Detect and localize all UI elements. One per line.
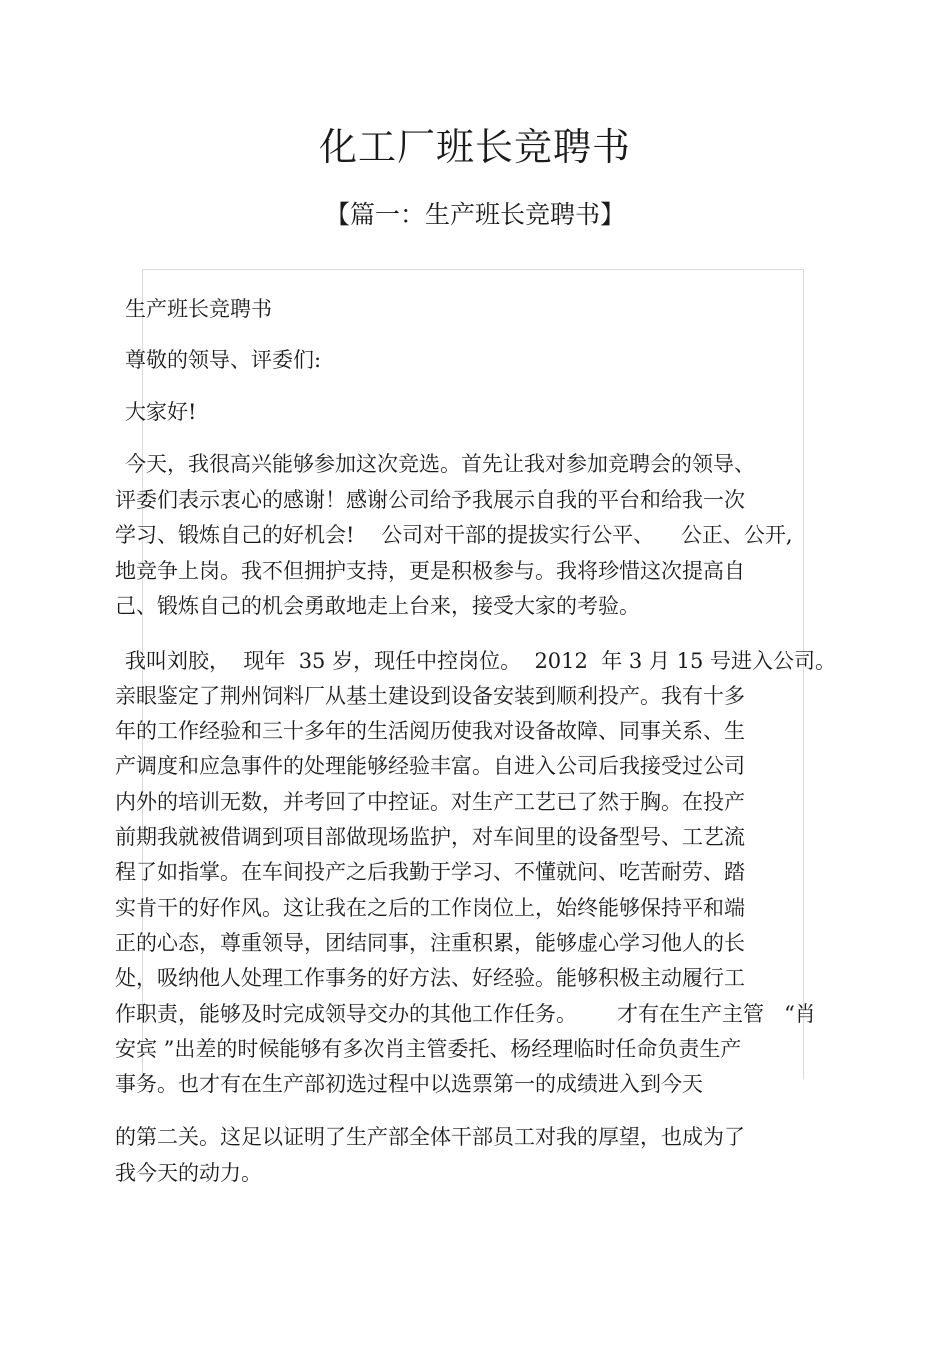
text-line: 程了如指掌。在车间投产之后我勤于学习、不懂就问、吃苦耐劳、踏: [115, 860, 745, 884]
text-line: 年的工作经验和三十多年的生活阅历使我对设备故障、同事关系、生: [115, 719, 745, 743]
text-line: 地竞争上岗。我不但拥护支持，更是积极参与。我将珍惜这次提高自: [115, 559, 745, 583]
text-line: 事务。也才有在生产部初选过程中以选票第一的成绩进入到今天: [115, 1072, 703, 1096]
text-line: 大家好!: [125, 400, 197, 424]
text-line: 己、锻炼自己的机会勇敢地走上台来，接受大家的考验。: [115, 594, 640, 618]
text-line: 亲眼鉴定了荆州饲料厂从基土建设到设备安装到顺利投产。我有十多: [115, 684, 745, 708]
text-line: 我今天的动力。: [115, 1161, 262, 1185]
text-line: 的第二关。这足以证明了生产部全体干部员工对我的厚望，也成为了: [115, 1125, 745, 1149]
text-line: 评委们表示衷心的感谢！感谢公司给予我展示自我的平台和给我一次: [115, 488, 745, 512]
text-line: 内外的培训无数，并考回了中控证。对生产工艺已了然于胸。在投产: [115, 790, 745, 814]
text-line: 安宾 ”出差的时候能够有多次肖主管委托、杨经理临时任命负责生产: [115, 1037, 742, 1061]
document-subtitle: 【篇一：生产班长竞聘书】: [324, 200, 625, 229]
text-line: 前期我就被借调到项目部做现场监护，对车间里的设备型号、工艺流: [115, 825, 745, 849]
text-line: 产调度和应急事件的处理能够经验丰富。自进入公司后我接受过公司: [115, 754, 745, 778]
text-line: 今天，我很高兴能够参加这次竞选。首先让我对参加竞聘会的领导、: [125, 452, 755, 476]
text-line: 学习、锻炼自己的好机会! 公司对干部的提拔实行公平、 公正、公开,: [115, 523, 793, 547]
text-line: 我叫刘胶， 现年 35 岁，现任中控岗位。 2012 年 3 月 15 号进入公司。: [125, 649, 837, 673]
text-line: 实肯干的好作风。这让我在之后的工作岗位上，始终能够保持平和端: [115, 896, 745, 920]
text-line: 生产班长竞聘书: [125, 297, 272, 321]
document-title: 化工厂班长竞聘书: [318, 125, 631, 169]
text-line: 正的心态，尊重领导，团结同事，注重积累，能够虚心学习他人的长: [115, 931, 745, 955]
text-line: 处，吸纳他人处理工作事务的好方法、好经验。能够积极主动履行工: [115, 966, 745, 990]
text-line: 尊敬的领导、评委们:: [125, 348, 322, 372]
text-line: 作职责，能够及时完成领导交办的其他工作任务。 才有在生产主管 “肖: [115, 1002, 816, 1026]
